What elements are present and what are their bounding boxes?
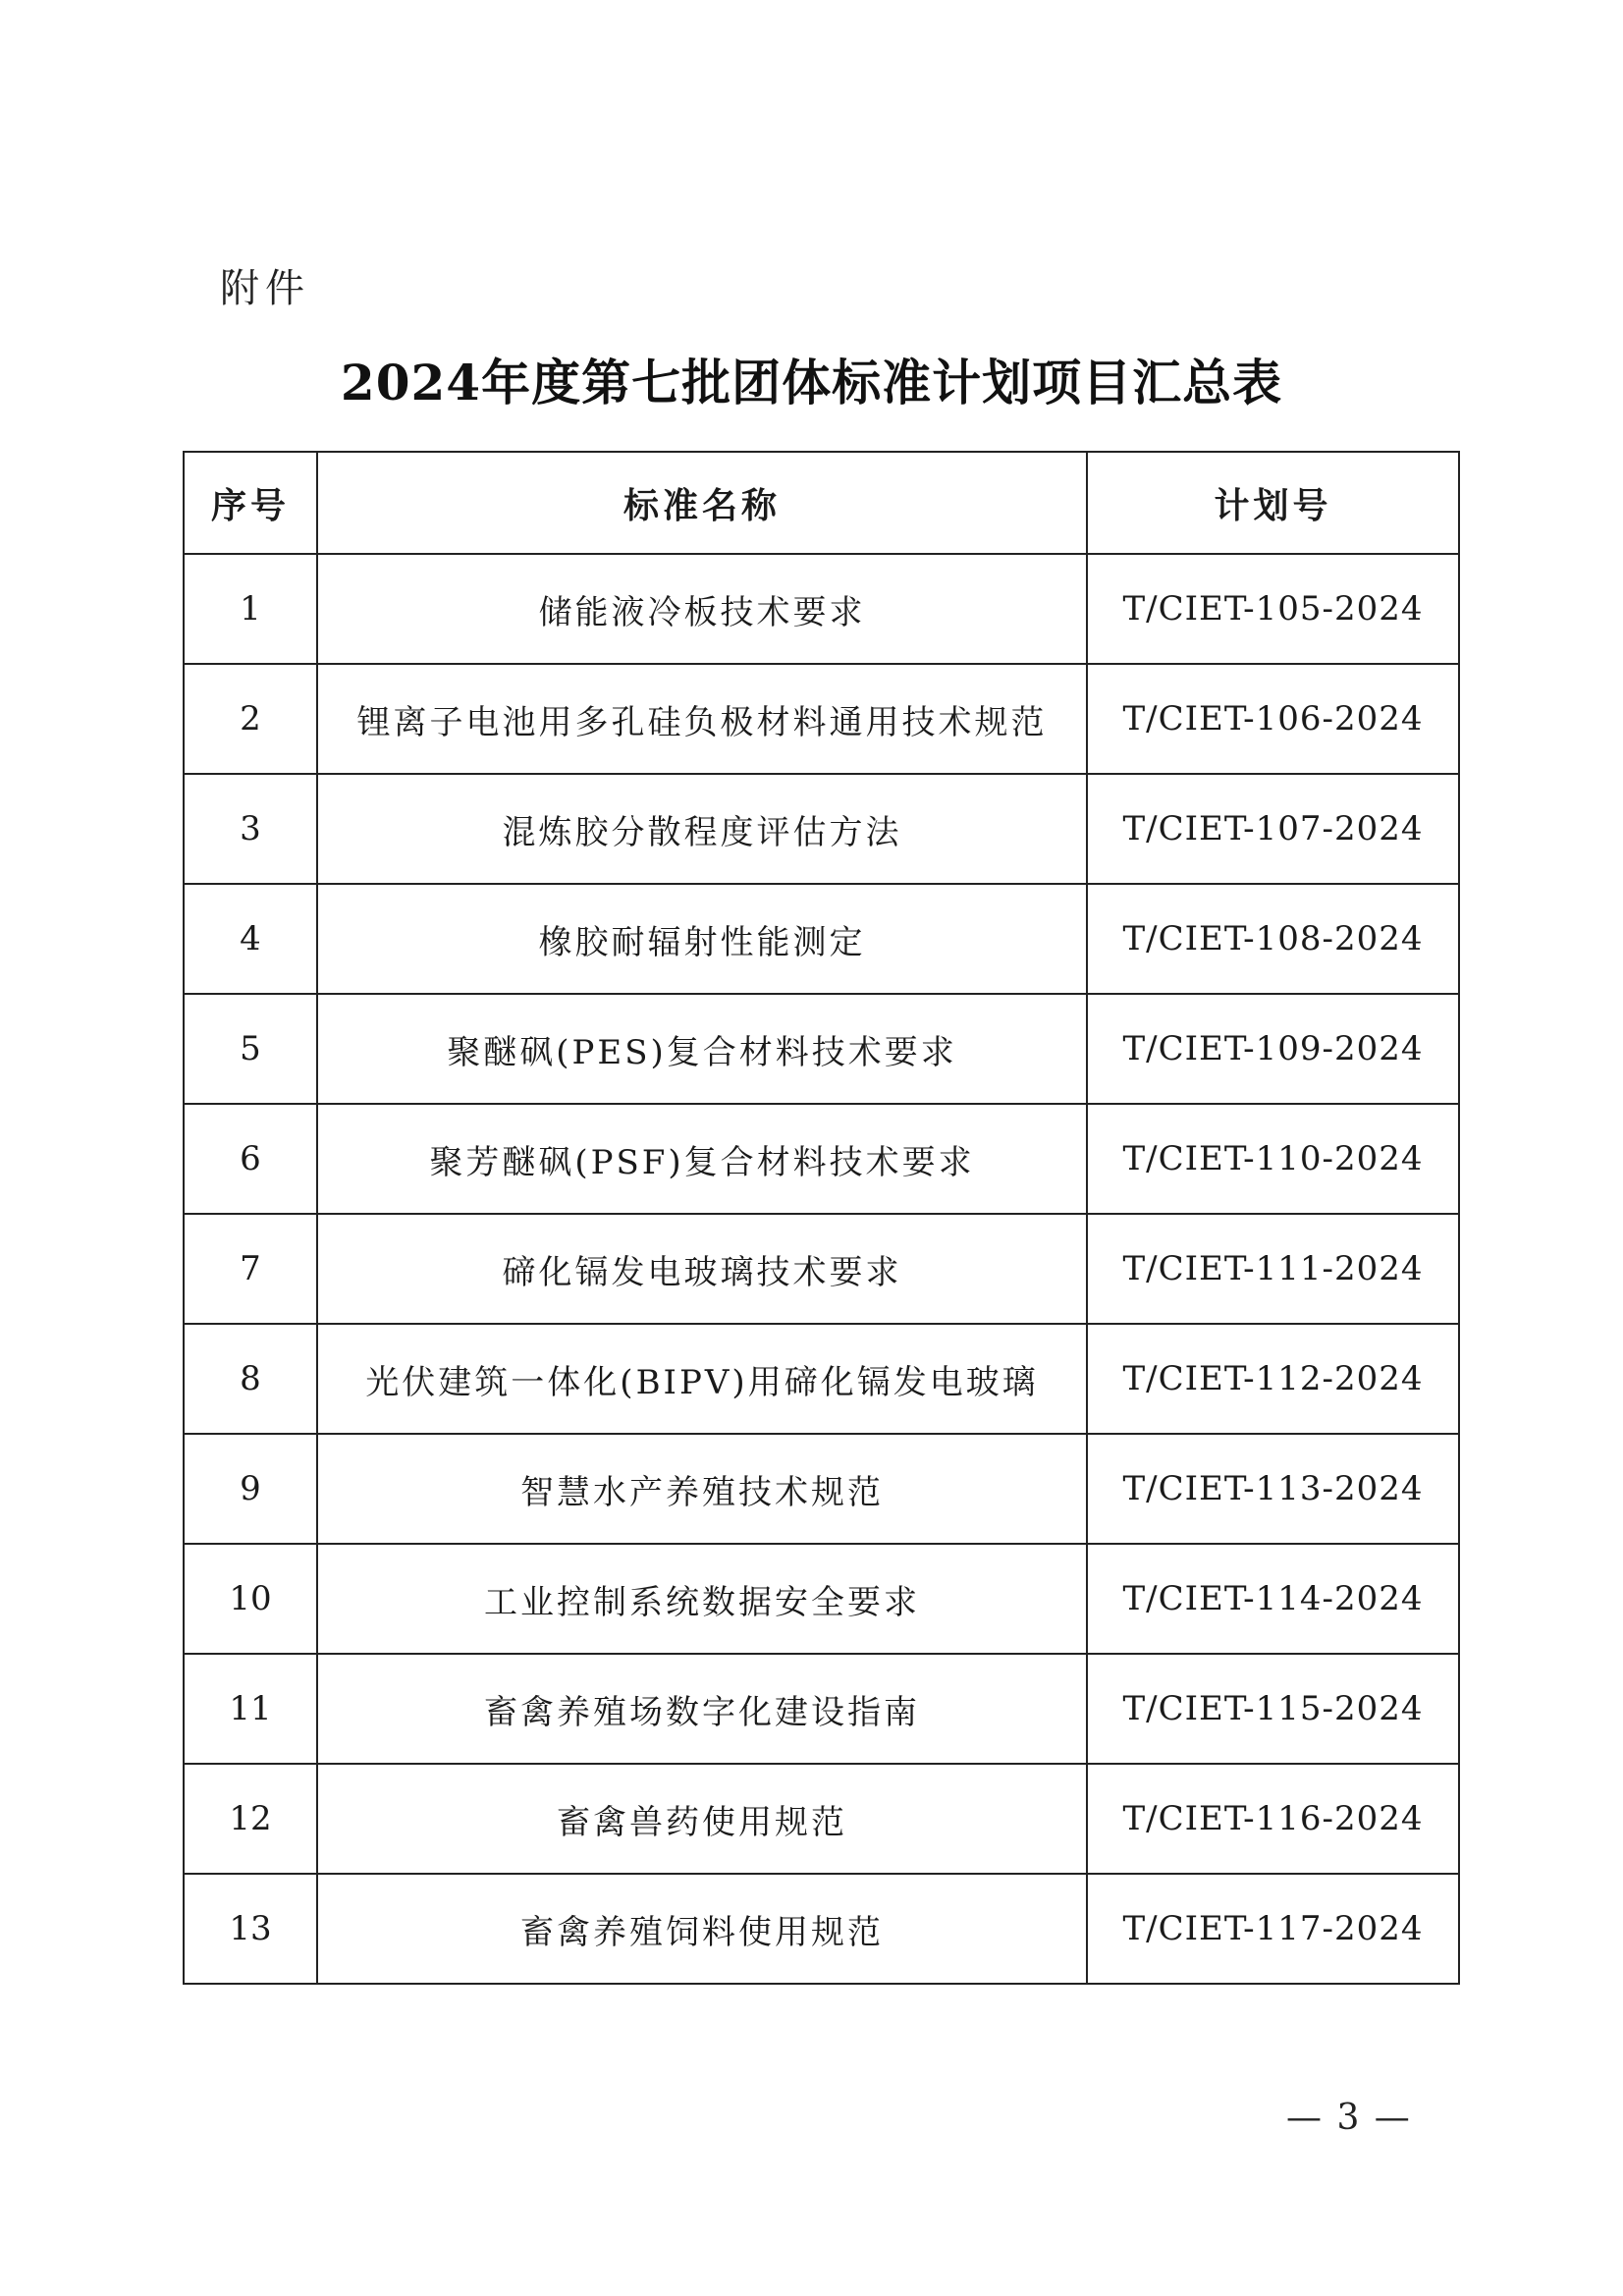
row-plan-number: T/CIET-114-2024 xyxy=(1087,1544,1459,1654)
row-serial-number: 6 xyxy=(184,1104,317,1214)
table-row xyxy=(184,1434,1459,1544)
row-standard-name: 畜禽养殖饲料使用规范 xyxy=(317,1874,1087,1984)
table-row xyxy=(184,554,1459,664)
header-serial-number: 序号 xyxy=(184,452,317,554)
row-plan-number: T/CIET-106-2024 xyxy=(1087,664,1459,774)
header-row xyxy=(184,452,1459,554)
standards-plan-table xyxy=(183,451,1460,1985)
row-serial-number: 12 xyxy=(184,1764,317,1874)
row-serial-number: 4 xyxy=(184,884,317,994)
table-row xyxy=(184,664,1459,774)
row-plan-number: T/CIET-108-2024 xyxy=(1087,884,1459,994)
row-serial-number: 1 xyxy=(184,554,317,664)
table-row xyxy=(184,1214,1459,1324)
table-row xyxy=(184,1324,1459,1434)
row-standard-name: 聚醚砜(PES)复合材料技术要求 xyxy=(317,994,1087,1104)
table-row xyxy=(184,994,1459,1104)
row-serial-number: 5 xyxy=(184,994,317,1104)
table-row xyxy=(184,1104,1459,1214)
row-plan-number: T/CIET-110-2024 xyxy=(1087,1104,1459,1214)
row-serial-number: 11 xyxy=(184,1654,317,1764)
row-plan-number: T/CIET-113-2024 xyxy=(1087,1434,1459,1544)
row-serial-number: 10 xyxy=(184,1544,317,1654)
table-row xyxy=(184,774,1459,884)
row-standard-name: 碲化镉发电玻璃技术要求 xyxy=(317,1214,1087,1324)
table-row xyxy=(184,884,1459,994)
attachment-label: 附件 xyxy=(220,266,310,311)
row-standard-name: 畜禽养殖场数字化建设指南 xyxy=(317,1654,1087,1764)
row-serial-number: 9 xyxy=(184,1434,317,1544)
header-standard-name: 标准名称 xyxy=(317,452,1087,554)
header-plan-number: 计划号 xyxy=(1087,452,1459,554)
table-body xyxy=(184,554,1459,1984)
row-standard-name: 储能液冷板技术要求 xyxy=(317,554,1087,664)
table-header xyxy=(184,452,1459,554)
row-plan-number: T/CIET-117-2024 xyxy=(1087,1874,1459,1984)
row-serial-number: 7 xyxy=(184,1214,317,1324)
row-plan-number: T/CIET-109-2024 xyxy=(1087,994,1459,1104)
row-plan-number: T/CIET-112-2024 xyxy=(1087,1324,1459,1434)
table-row xyxy=(184,1544,1459,1654)
row-plan-number: T/CIET-115-2024 xyxy=(1087,1654,1459,1764)
row-plan-number: T/CIET-116-2024 xyxy=(1087,1764,1459,1874)
row-serial-number: 3 xyxy=(184,774,317,884)
row-standard-name: 聚芳醚砜(PSF)复合材料技术要求 xyxy=(317,1104,1087,1214)
row-plan-number: T/CIET-107-2024 xyxy=(1087,774,1459,884)
row-serial-number: 8 xyxy=(184,1324,317,1434)
page-number: — 3 — xyxy=(1286,2098,1412,2138)
row-serial-number: 13 xyxy=(184,1874,317,1984)
row-standard-name: 锂离子电池用多孔硅负极材料通用技术规范 xyxy=(317,664,1087,774)
row-standard-name: 混炼胶分散程度评估方法 xyxy=(317,774,1087,884)
table-row xyxy=(184,1874,1459,1984)
row-standard-name: 光伏建筑一体化(BIPV)用碲化镉发电玻璃 xyxy=(317,1324,1087,1434)
row-plan-number: T/CIET-111-2024 xyxy=(1087,1214,1459,1324)
row-standard-name: 工业控制系统数据安全要求 xyxy=(317,1544,1087,1654)
row-standard-name: 智慧水产养殖技术规范 xyxy=(317,1434,1087,1544)
document-title: 2024年度第七批团体标准计划项目汇总表 xyxy=(340,354,1283,411)
table-row xyxy=(184,1764,1459,1874)
row-standard-name: 橡胶耐辐射性能测定 xyxy=(317,884,1087,994)
row-standard-name: 畜禽兽药使用规范 xyxy=(317,1764,1087,1874)
row-plan-number: T/CIET-105-2024 xyxy=(1087,554,1459,664)
table-row xyxy=(184,1654,1459,1764)
row-serial-number: 2 xyxy=(184,664,317,774)
